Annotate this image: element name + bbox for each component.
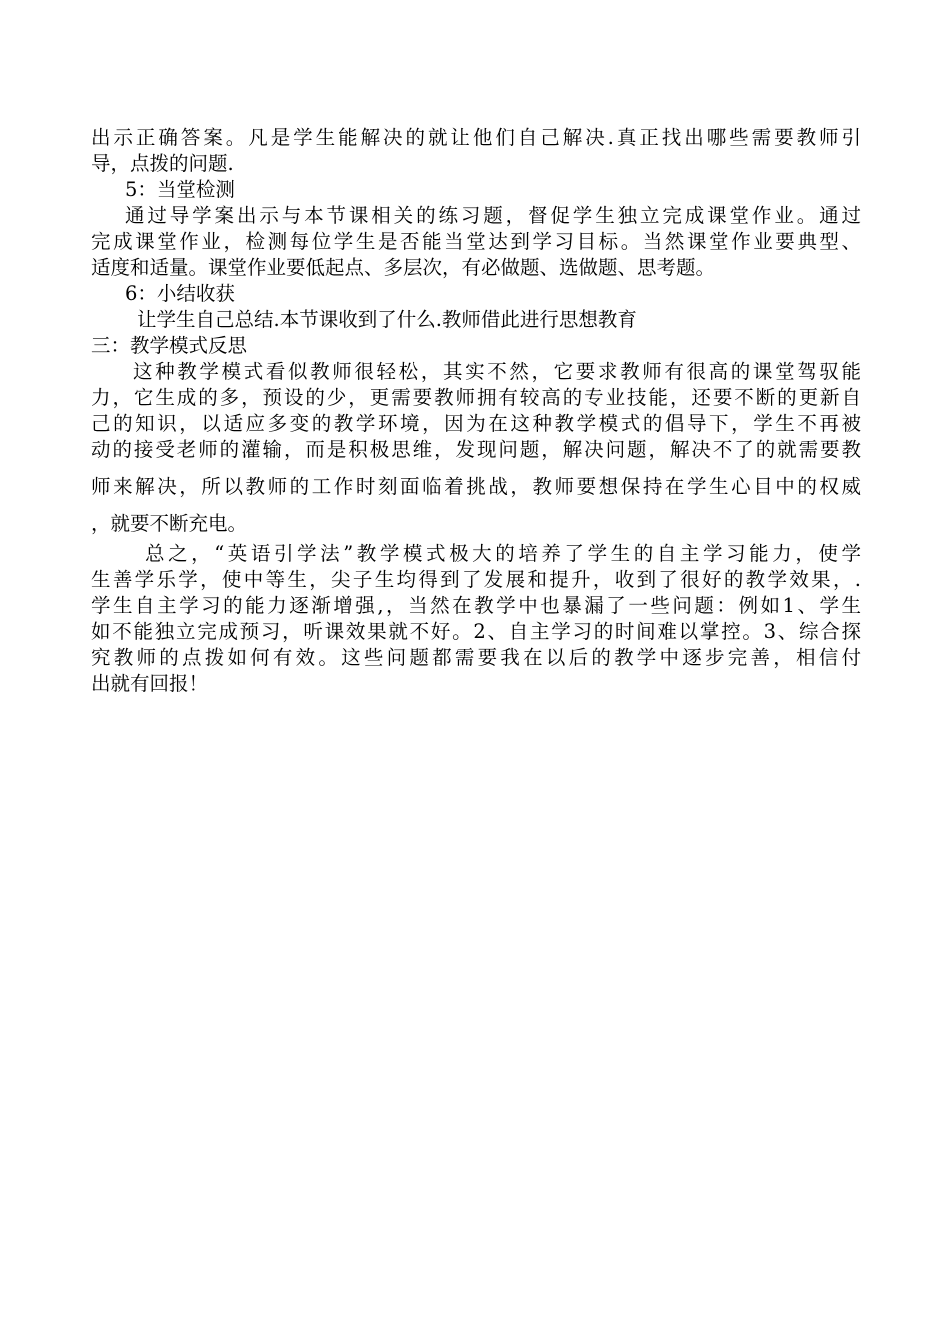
text-line: 出示正确答案。凡是学生能解决的就让他们自己解决.真正找出哪些需要教师引: [91, 126, 861, 149]
text-line: 通过导学案出示与本节课相关的练习题，督促学生独立完成课堂作业。通过: [125, 204, 861, 227]
text-line: 出就有回报！: [91, 672, 209, 695]
text-line: ，就要不断充电。: [91, 512, 248, 535]
text-line: 导，点拨的问题.: [91, 152, 234, 175]
text-line: 究教师的点拨如何有效。这些问题都需要我在以后的教学中逐步完善，相信付: [91, 646, 861, 669]
section-heading: 5：当堂检测: [125, 178, 235, 201]
text-line: 让学生自己总结.本节课收到了什么.教师借此进行思想教育: [137, 308, 637, 331]
text-line: 总之，“英语引学法”教学模式极大的培养了学生的自主学习能力，使学: [145, 542, 861, 565]
text-line: 如不能独立完成预习，听课效果就不好。2、自主学习的时间难以掌控。3、综合探: [91, 620, 861, 643]
section-heading: 三：教学模式反思: [91, 334, 248, 357]
text-line: 师来解决，所以教师的工作时刻面临着挑战，教师要想保持在学生心目中的权威: [91, 475, 861, 498]
text-line: 己的知识，以适应多变的教学环境，因为在这种教学模式的倡导下，学生不再被: [91, 412, 861, 435]
text-line: 动的接受老师的灌输，而是积极思维，发现问题，解决问题，解决不了的就需要教: [91, 438, 861, 461]
text-line: 力，它生成的多，预设的少，更需要教师拥有较高的专业技能，还要不断的更新自: [91, 386, 861, 409]
text-line: 这种教学模式看似教师很轻松，其实不然，它要求教师有很高的课堂驾驭能: [133, 360, 861, 383]
text-line: 完成课堂作业，检测每位学生是否能当堂达到学习目标。当然课堂作业要典型、: [91, 230, 861, 253]
text-line: 学生自主学习的能力逐渐增强,，当然在教学中也暴漏了一些问题：例如1、学生: [91, 594, 861, 617]
text-line: 生善学乐学，使中等生，尖子生均得到了发展和提升，收到了很好的教学效果，.: [91, 568, 861, 591]
section-heading: 6：小结收获: [125, 282, 235, 305]
text-line: 适度和适量。课堂作业要低起点、多层次，有必做题、选做题、思考题。: [91, 256, 716, 279]
